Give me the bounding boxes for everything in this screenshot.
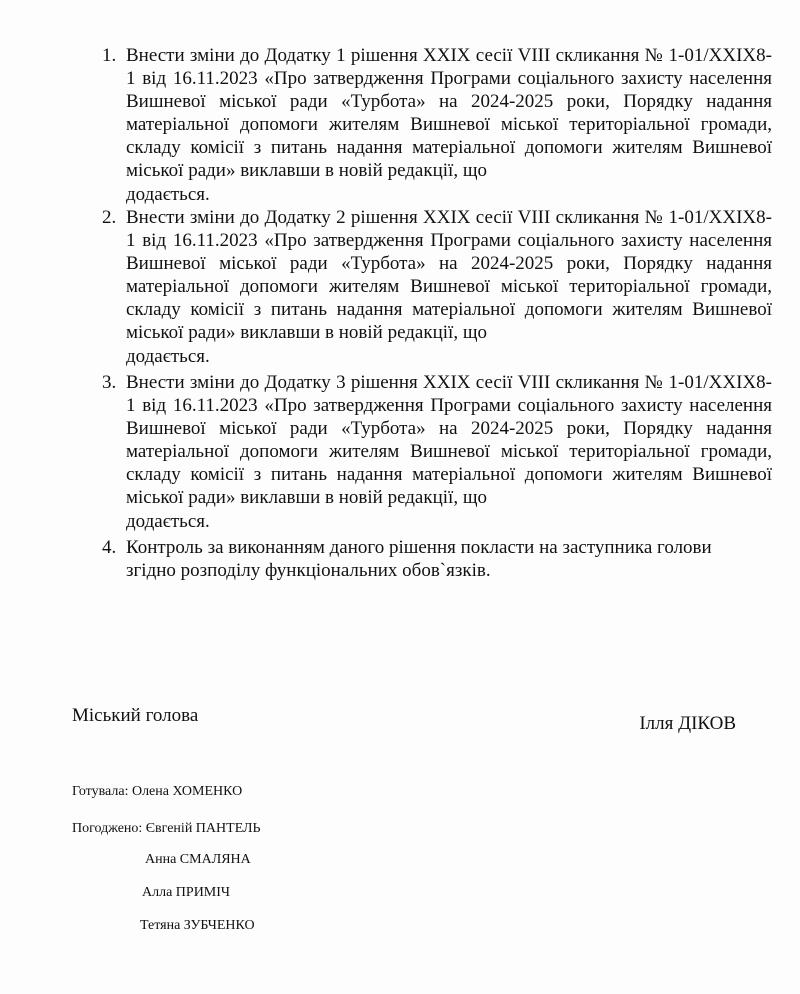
item-text-last-line: додається. <box>126 183 210 205</box>
list-item <box>72 206 772 371</box>
list-item <box>72 371 772 536</box>
list-item <box>72 44 772 206</box>
item-number: 2. <box>102 207 117 228</box>
item-text <box>126 44 772 206</box>
item-text-body: Внести зміни до Додатку 1 рішення XXIX сесії VIII скликання № 1-01/XXIX8-1 від 16.11.2023 «Про затвердження Програми соціального захисту населення Вишневої міської ради «Турбота» на 2024-2025 роки, Порядку надання матеріальної допомоги жителям Вишневої міської територіальної громади, складу комісії з питань надання матеріальної допомоги жителям Вишневої міської ради» виклавши в новій редакції, що <box>126 45 772 182</box>
item-text-body: Внести зміни до Додатку 3 рішення XXIX сесії VIII скликання № 1-01/XXIX8-1 від 16.11.2023 «Про затвердження Програми соціального захисту населення Вишневої міської ради «Турбота» на 2024-2025 роки, Порядку надання матеріальної допомоги жителям Вишневої міської територіальної громади, складу комісії з питань надання матеріальної допомоги жителям Вишневої міської ради» виклавши в новій редакції, що <box>126 372 772 509</box>
item-text <box>126 371 772 533</box>
item-text-last-line: додається. <box>126 345 210 367</box>
item-text <box>126 206 772 368</box>
mayor-title: Міський голова <box>72 705 199 726</box>
decision-list <box>72 44 772 582</box>
approver-2: Алла ПРИМІЧ <box>142 885 231 900</box>
item-text <box>126 536 772 582</box>
approver-3: Тетяна ЗУБЧЕНКО <box>140 918 255 933</box>
item-number: 4. <box>102 537 117 558</box>
mayor-name: Ілля ДІКОВ <box>639 713 736 734</box>
item-text-body: Внести зміни до Додатку 2 рішення XXIX сесії VIII скликання № 1-01/XXIX8-1 від 16.11.2023 «Про затвердження Програми соціального захисту населення Вишневої міської ради «Турбота» на 2024-2025 роки, Порядку надання матеріальної допомоги жителям Вишневої міської територіальної громади, складу комісії з питань надання матеріальної допомоги жителям Вишневої міської ради» виклавши в новій редакції, що <box>126 207 772 344</box>
item-text-line: Контроль за виконанням даного рішення покласти на заступника голови <box>126 537 712 558</box>
item-text-last-line: додається. <box>126 510 210 532</box>
list-item <box>72 536 772 582</box>
item-number: 3. <box>102 372 117 393</box>
approver-1: Анна СМАЛЯНА <box>145 852 251 867</box>
item-text-last-line: згідно розподілу функціональних обов`язків. <box>126 560 491 582</box>
prepared-by: Готувала: Олена ХОМЕНКО <box>72 784 243 799</box>
item-number: 1. <box>102 45 117 66</box>
agreed-by: Погоджено: Євгеній ПАНТЕЛЬ <box>72 821 261 836</box>
